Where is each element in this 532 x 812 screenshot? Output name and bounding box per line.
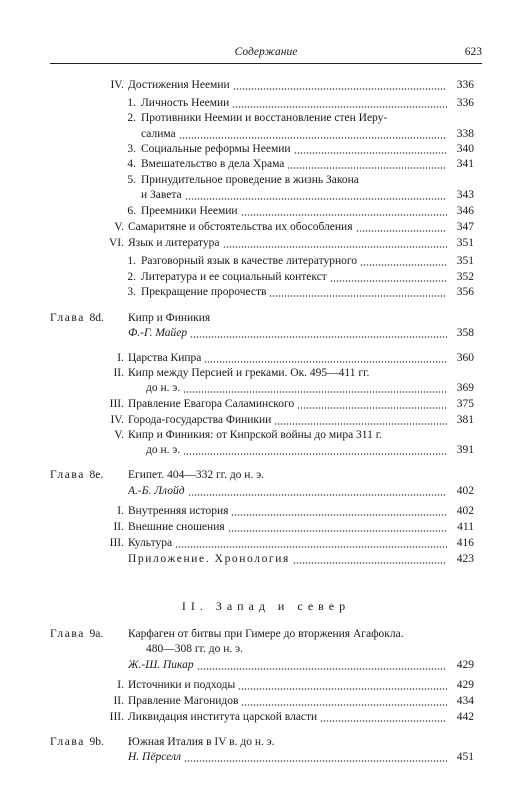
- entry-page: 352: [456, 271, 474, 283]
- entry-page: 340: [456, 143, 474, 155]
- entry-number: 5.: [127, 174, 136, 186]
- entry-page: 402: [456, 505, 474, 517]
- toc-entry[interactable]: [100, 694, 474, 709]
- entry-page: 416: [456, 537, 474, 549]
- entry-title: Кипр между Персией и греками. Ок. 495—411 гг.: [128, 367, 370, 379]
- author-name: Ф.-Г. Майер: [128, 327, 188, 339]
- leader-dots: [297, 407, 447, 409]
- chapter-number: 8d.: [89, 312, 104, 324]
- entry-number: VI.: [108, 237, 124, 249]
- entry-title: и Завета: [141, 189, 182, 201]
- toc-entry[interactable]: [100, 520, 474, 535]
- entry-page: 429: [456, 679, 474, 691]
- leader-dots: [231, 514, 447, 516]
- toc-entry[interactable]: [100, 397, 474, 412]
- chapter-title[interactable]: Южная Италия в IV в. до н. э.: [128, 736, 275, 748]
- header-rule: [50, 63, 482, 64]
- entry-title: Язык и литература: [128, 237, 220, 249]
- entry-title: Достижения Неемии: [128, 79, 230, 91]
- chapter-word: Глава: [50, 312, 86, 324]
- entry-title: Кипр и Финикия: от Кипрской войны до мира 311 г.: [128, 429, 383, 441]
- entry-page: 343: [456, 189, 474, 201]
- toc-entry[interactable]: [122, 285, 474, 300]
- entry-title: Ликвидация института царской власти: [128, 711, 318, 723]
- toc-entry-author[interactable]: [128, 484, 474, 499]
- leader-dots: [294, 152, 447, 154]
- chapter-label: [50, 627, 103, 642]
- leader-dots: [232, 106, 447, 108]
- leader-dots: [184, 760, 447, 762]
- toc-entry[interactable]: [122, 270, 474, 285]
- leader-dots: [204, 361, 447, 363]
- entry-number: 3.: [127, 143, 136, 155]
- entry-number: IV.: [110, 79, 124, 91]
- entry-number: I.: [117, 352, 124, 364]
- entry-number: II.: [113, 521, 124, 533]
- chapter-number: 9a.: [89, 628, 104, 640]
- entry-number: V.: [114, 429, 124, 441]
- page-number: 623: [464, 46, 482, 58]
- toc-entry[interactable]: [122, 96, 474, 111]
- leader-dots: [360, 264, 447, 266]
- entry-page: 451: [456, 751, 474, 763]
- toc-entry[interactable]: [100, 678, 474, 693]
- toc-entry-continued[interactable]: [146, 381, 474, 396]
- entry-number: 1.: [127, 97, 136, 109]
- entry-number: III.: [109, 537, 124, 549]
- entry-number: 2.: [127, 112, 136, 124]
- toc-entry-author[interactable]: [128, 326, 474, 341]
- entry-title: Самаритяне и обстоятельства их обособления: [128, 221, 353, 233]
- toc-entry[interactable]: [122, 142, 474, 157]
- leader-dots: [188, 494, 447, 496]
- entry-title: Источники и подходы: [128, 679, 236, 691]
- entry-page: 360: [456, 352, 474, 364]
- entry-page: 351: [456, 237, 474, 249]
- entry-title: Культура: [128, 537, 173, 549]
- section-heading: II. Запад и север: [181, 599, 351, 613]
- toc-entry-author[interactable]: [128, 750, 474, 765]
- entry-number: II.: [113, 367, 124, 379]
- entry-page: 336: [456, 97, 474, 109]
- running-head-title: Содержание: [234, 46, 298, 58]
- entry-page: 442: [456, 711, 474, 723]
- entry-title: Противники Неемии и восстановление стен Иеру-: [141, 112, 388, 124]
- chapter-label: [50, 311, 104, 326]
- entry-number: 2.: [127, 271, 136, 283]
- toc-entry[interactable]: [122, 204, 474, 219]
- chapter-title-line2: 480—308 гг. до н. э.: [146, 643, 243, 655]
- leader-dots: [274, 423, 447, 425]
- entry-title: Литература и ее социальный контекст: [141, 271, 327, 283]
- entry-title: Разговорный язык в качестве литературного: [141, 255, 358, 267]
- leader-dots: [179, 137, 447, 139]
- entry-number: 6.: [127, 205, 136, 217]
- toc-entry[interactable]: [100, 710, 474, 725]
- entry-title: Внутренняя история: [128, 505, 229, 517]
- entry-page: 336: [456, 79, 474, 91]
- entry-title: Прекращение пророчеств: [141, 286, 267, 298]
- toc-entry[interactable]: [122, 111, 474, 126]
- entry-title: Города-государства Финикии: [128, 414, 272, 426]
- toc-entry[interactable]: [100, 366, 474, 381]
- chapter-title[interactable]: Карфаген от битвы при Гимере до вторжения Агафокла.: [128, 628, 404, 640]
- toc-entry[interactable]: [100, 78, 474, 93]
- chapter-label: [50, 735, 104, 750]
- toc-entry[interactable]: [122, 254, 474, 269]
- entry-title: до н. э.: [146, 444, 181, 456]
- leader-dots: [228, 530, 447, 532]
- leader-dots: [183, 453, 447, 455]
- entry-page: 338: [456, 128, 474, 140]
- entry-number: I.: [117, 505, 124, 517]
- entry-page: 391: [456, 444, 474, 456]
- running-head: [50, 46, 482, 62]
- leader-dots: [185, 198, 447, 200]
- leader-dots: [287, 167, 447, 169]
- entry-number: 4.: [127, 158, 136, 170]
- entry-page: 375: [456, 398, 474, 410]
- author-name: Н. Пёрселл: [128, 751, 182, 763]
- entry-title: Принудительное проведение в жизнь Закона: [141, 174, 359, 186]
- toc-entry-author[interactable]: [128, 658, 474, 673]
- entry-title: Приложение. Хронология: [128, 553, 290, 565]
- toc-entry[interactable]: [100, 428, 474, 443]
- entry-title: Социальные реформы Неемии: [141, 143, 291, 155]
- leader-dots: [175, 546, 447, 548]
- entry-page: 356: [456, 286, 474, 298]
- entry-number: IV.: [110, 414, 124, 426]
- leader-dots: [330, 280, 447, 282]
- chapter-word: Глава: [50, 628, 86, 640]
- author-name: Ж.-Ш. Пикар: [128, 659, 194, 671]
- entry-page: 369: [456, 382, 474, 394]
- entry-page: 346: [456, 205, 474, 217]
- entry-title: до н. э.: [146, 382, 181, 394]
- toc-entry[interactable]: [122, 157, 474, 172]
- leader-dots: [223, 246, 448, 248]
- chapter-word: Глава: [50, 736, 86, 748]
- leader-dots: [320, 720, 447, 722]
- toc-entry[interactable]: [100, 220, 474, 235]
- entry-page: 381: [456, 414, 474, 426]
- toc-entry[interactable]: [100, 351, 474, 366]
- entry-title: Внешние сношения: [128, 521, 225, 533]
- chapter-number: 8e.: [89, 469, 104, 481]
- entry-title: Царства Кипра: [128, 352, 202, 364]
- entry-page: 358: [456, 327, 474, 339]
- entry-title: Правление Евагора Саламинского: [128, 398, 295, 410]
- leader-dots: [356, 230, 448, 232]
- chapter-title[interactable]: Кипр и Финикия: [128, 312, 211, 324]
- leader-dots: [197, 668, 447, 670]
- entry-page: 429: [456, 659, 474, 671]
- entry-number: I.: [117, 679, 124, 691]
- entry-number: III.: [109, 711, 124, 723]
- leader-dots: [238, 688, 447, 690]
- leader-dots: [241, 214, 447, 216]
- chapter-word: Глава: [50, 469, 86, 481]
- leader-dots: [241, 704, 447, 706]
- entry-title: салима: [141, 128, 176, 140]
- leader-dots: [269, 295, 447, 297]
- toc-entry[interactable]: [100, 536, 474, 551]
- entry-title: Правление Магонидов: [128, 695, 239, 707]
- toc-entry-continued[interactable]: [141, 127, 474, 142]
- entry-page: 351: [456, 255, 474, 267]
- entry-number: III.: [109, 398, 124, 410]
- toc-entry-appendix[interactable]: [128, 552, 474, 567]
- toc-entry[interactable]: [100, 413, 474, 428]
- entry-title: Вмешательство в дела Храма: [141, 158, 285, 170]
- entry-page: 411: [457, 521, 474, 533]
- toc-entry[interactable]: [100, 504, 474, 519]
- entry-page: 402: [456, 485, 474, 497]
- entry-number: V.: [114, 221, 124, 233]
- entry-title: Преемники Неемии: [141, 205, 238, 217]
- leader-dots: [190, 336, 447, 338]
- entry-page: 341: [456, 158, 474, 170]
- toc-entry-continued[interactable]: [146, 443, 474, 458]
- entry-page: 434: [456, 695, 474, 707]
- toc-entry-continued[interactable]: [141, 188, 474, 203]
- chapter-label: [50, 468, 103, 483]
- entry-title: Личность Неемии: [141, 97, 230, 109]
- leader-dots: [183, 391, 447, 393]
- entry-page: 423: [456, 553, 474, 565]
- author-name: А.-Б. Ллойд: [128, 485, 185, 497]
- toc-entry[interactable]: [100, 236, 474, 251]
- chapter-title[interactable]: Египет. 404—332 гг. до н. э.: [128, 469, 265, 481]
- chapter-number: 9b.: [89, 736, 104, 748]
- entry-number: II.: [113, 695, 124, 707]
- entry-number: 1.: [127, 255, 136, 267]
- leader-dots: [233, 88, 447, 90]
- leader-dots: [293, 562, 447, 564]
- entry-page: 347: [456, 221, 474, 233]
- entry-number: 3.: [127, 286, 136, 298]
- toc-entry[interactable]: [122, 173, 474, 188]
